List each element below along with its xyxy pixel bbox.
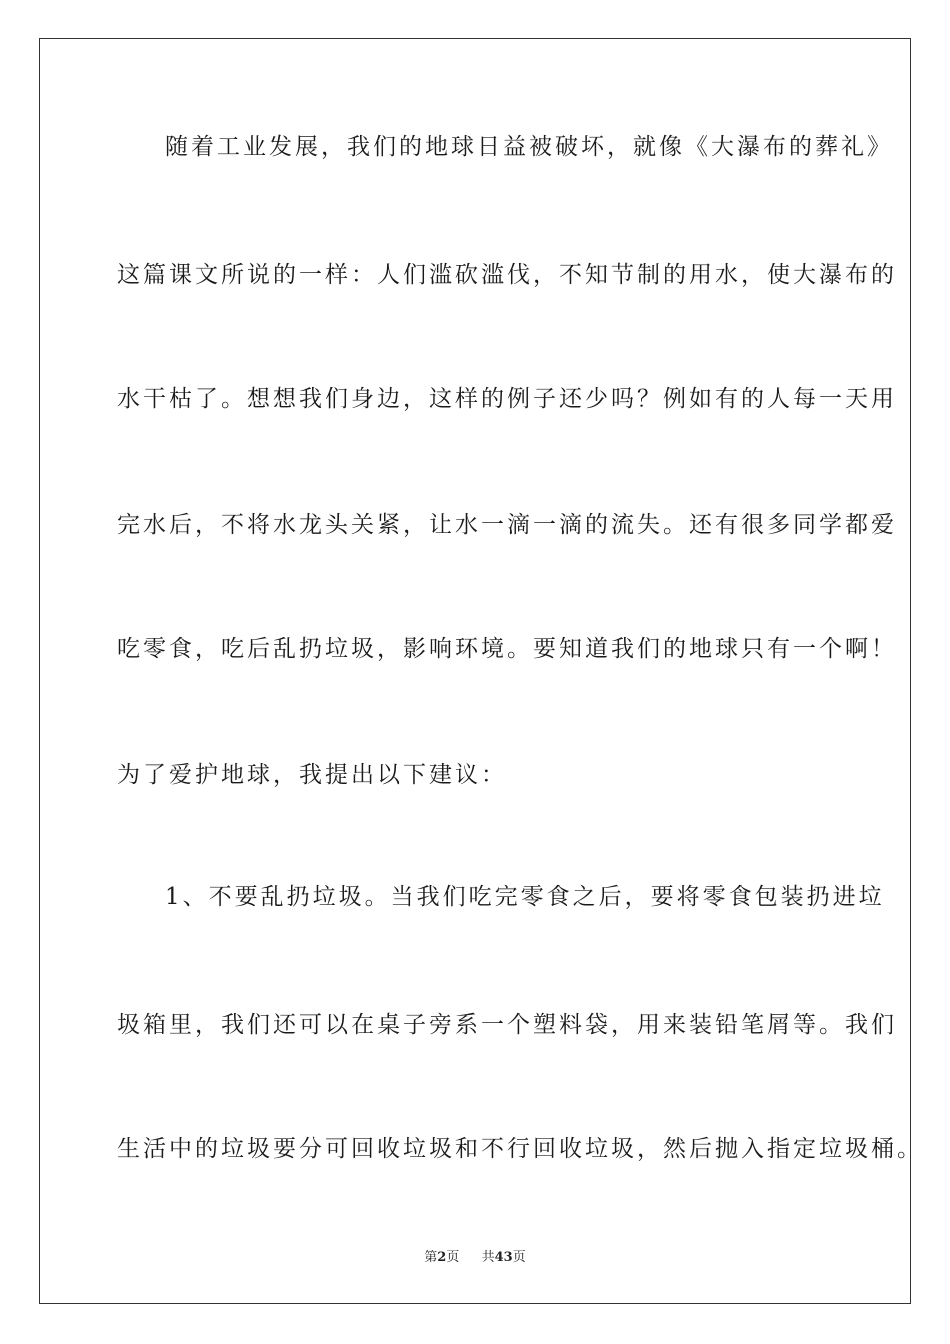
paragraph-1-line-4: 完水后，不将水龙头关紧，让水一滴一滴的流失。还有很多同学都爱 (117, 512, 897, 538)
paragraph-1-line-2: 这篇课文所说的一样：人们滥砍滥伐，不知节制的用水，使大瀑布的 (117, 262, 897, 288)
footer-page-suffix: 页 (446, 1250, 460, 1265)
paragraph-1-line-6: 为了爱护地球，我提出以下建议： (117, 762, 507, 788)
paragraph-1-line-5: 吃零食，吃后乱扔垃圾，影响环境。要知道我们的地球只有一个啊！ (117, 636, 897, 662)
footer-total-pages: 43 (494, 1250, 513, 1265)
footer-total-prefix: 共 (481, 1250, 495, 1265)
paragraph-2-line-3: 生活中的垃圾要分可回收垃圾和不行回收垃圾，然后抛入指定垃圾桶。 (117, 1136, 923, 1162)
footer-total-suffix: 页 (512, 1250, 526, 1265)
paragraph-1-line-3: 水干枯了。想想我们身边，这样的例子还少吗？例如有的人每一天用 (117, 386, 897, 412)
footer-page-prefix: 第 (424, 1250, 438, 1265)
paragraph-1-line-1: 随着工业发展，我们的地球日益被破坏，就像《大瀑布的葬礼》 (165, 134, 893, 160)
page-frame (39, 38, 911, 1304)
paragraph-2-line-2: 圾箱里，我们还可以在桌子旁系一个塑料袋，用来装铅笔屑等。我们 (117, 1012, 897, 1038)
paragraph-2-line-1: 1、不要乱扔垃圾。当我们吃完零食之后，要将零食包装扔进垃 (165, 884, 885, 910)
page-footer (0, 1246, 950, 1265)
footer-page-number: 2 (437, 1250, 447, 1265)
